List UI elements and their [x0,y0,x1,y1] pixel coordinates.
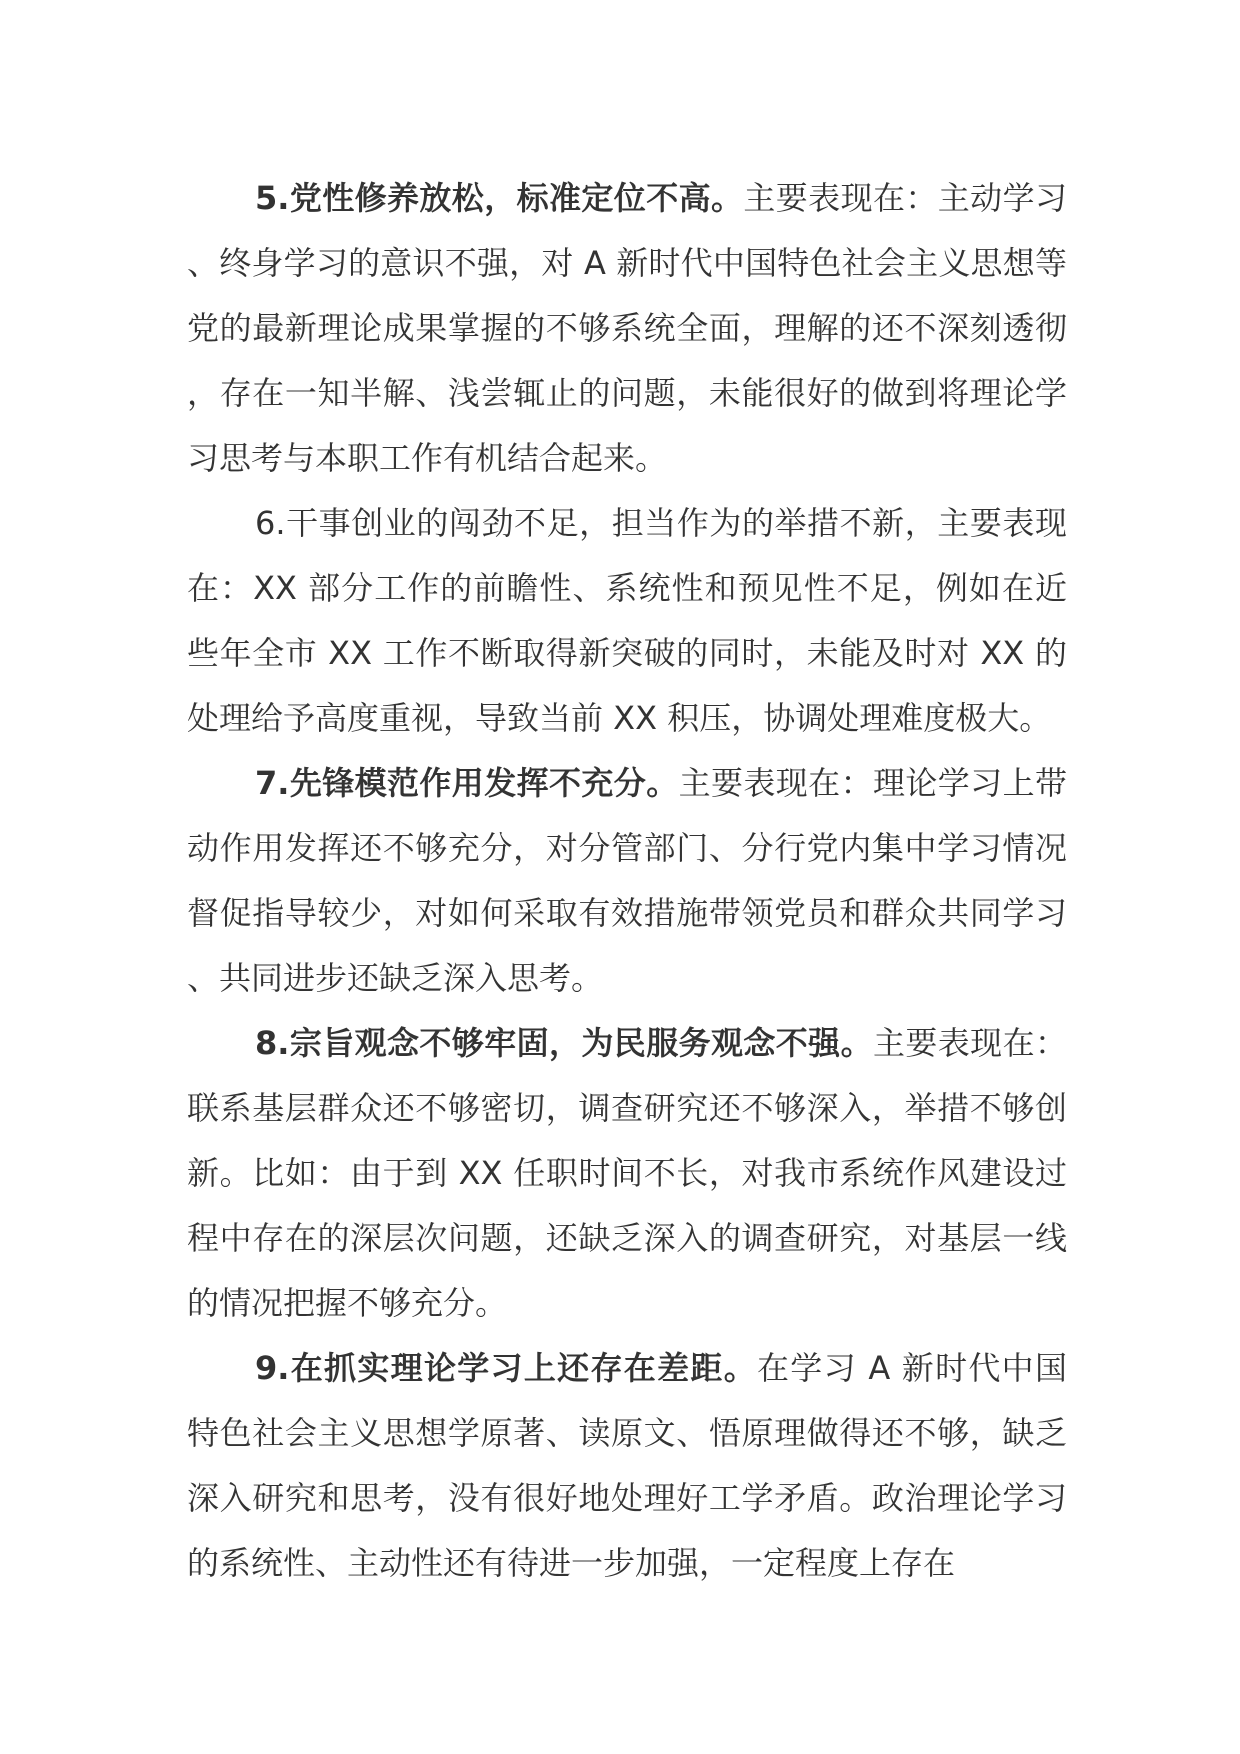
paragraph-heading: 9.在抓实理论学习上还存在差距。 [255,1349,757,1387]
paragraph-body: 6.干事创业的闯劲不足，担当作为的举措不新，主要表现在：XX 部分工作的前瞻性、系统性和预见性不足，例如在近些年全市 XX 工作不断取得新突破的同时，未能及时对 XX 的处理给予高度重视，导致当前 XX 积压，协调处理难度极大。 [187,504,1067,737]
paragraph-item-8 [187,1011,1067,1336]
document-page [187,166,1067,1596]
paragraph-body: 主要表现在：主动学习、终身学习的意识不强，对 A 新时代中国特色社会主义思想等党的最新理论成果掌握的不够系统全面，理解的还不深刻透彻，存在一知半解、浅尝辄止的问题，未能很好的做到将理论学习思考与本职工作有机结合起来。 [187,179,1067,477]
paragraph-item-9 [187,1336,1067,1596]
paragraph-item-6 [187,491,1067,751]
paragraph-body: 主要表现在：理论学习上带动作用发挥还不够充分，对分管部门、分行党内集中学习情况督促指导较少，对如何采取有效措施带领党员和群众共同学习、共同进步还缺乏深入思考。 [187,764,1067,997]
paragraph-heading: 5.党性修养放松，标准定位不高。 [255,179,744,217]
paragraph-item-7 [187,751,1067,1011]
paragraph-heading: 8.宗旨观念不够牢固，为民服务观念不强。 [255,1024,873,1062]
paragraph-body: 在学习 A 新时代中国特色社会主义思想学原著、读原文、悟原理做得还不够，缺乏深入研究和思考，没有很好地处理好工学矛盾。政治理论学习的系统性、主动性还有待进一步加强，一定程度上存在 [187,1349,1067,1582]
paragraph-heading: 7.先锋模范作用发挥不充分。 [255,764,679,802]
paragraph-item-5 [187,166,1067,491]
paragraph-body: 主要表现在：联系基层群众还不够密切，调查研究还不够深入，举措不够创新。比如：由于到 XX 任职时间不长，对我市系统作风建设过程中存在的深层次问题，还缺乏深入的调查研究，对基层一线的情况把握不够充分。 [187,1024,1067,1322]
